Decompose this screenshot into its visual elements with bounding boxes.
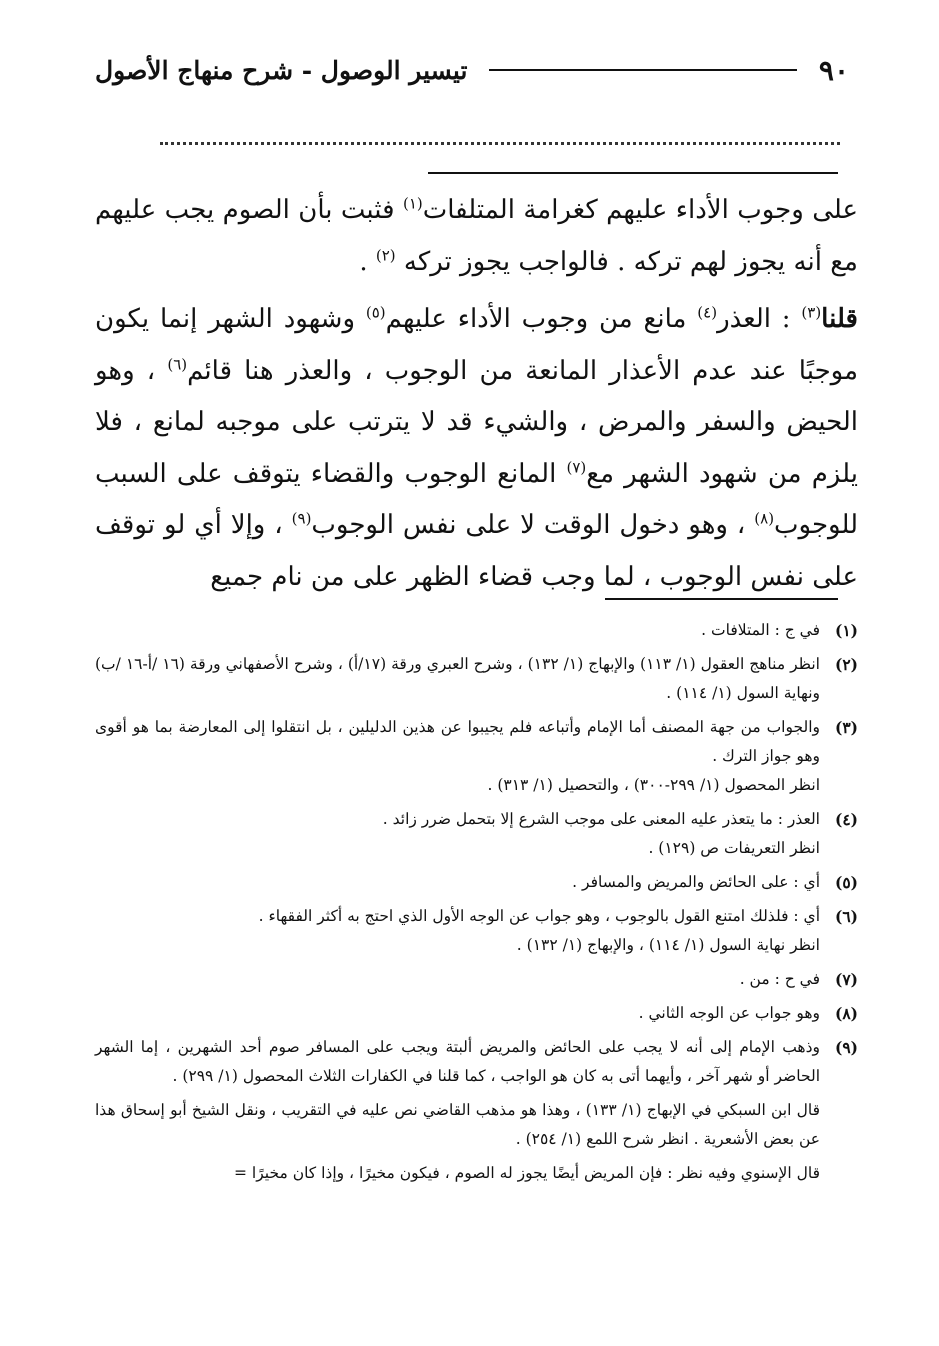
footnote-number: (٤) (834, 810, 858, 829)
footnote: (٥) أي : على الحائض والمريض والمسافر . (95, 868, 858, 897)
footnote-ref[interactable]: (٦) (167, 354, 188, 373)
top-separator (428, 172, 838, 174)
footnotes (95, 616, 858, 1193)
footnote-number: (٩) (834, 1038, 858, 1057)
footnote-number: (٨) (834, 1004, 858, 1023)
footnote-ref[interactable]: (٢) (375, 245, 396, 264)
page-number: ٩٠ (818, 53, 849, 87)
footnote-continuation: قال الإسنوي وفيه نظر : فإن المريض أيضًا يجوز له الصوم ، فيكون مخيرًا ، وإذا كان مخيرًا = (234, 1164, 820, 1182)
footnote-ref[interactable]: (٨) (754, 509, 775, 528)
footnote-separator (605, 598, 838, 600)
footnote-number: (٧) (834, 970, 858, 989)
page-header (95, 50, 849, 90)
footnote: (٨) وهو جواب عن الوجه الثاني . (95, 999, 858, 1028)
header-rule (489, 69, 796, 71)
paragraph-1: على وجوب الأداء عليهم كغرامة المتلفات$^{(١)}$ فثبت بأن الصوم يجب عليهم مع أنه يجوز لهم تركه . فالواجب يجوز تركه $^{(٢)}$ . (95, 194, 858, 277)
footnote-number: (٢) (834, 655, 858, 674)
footnote-ref[interactable]: (٥) (365, 303, 386, 322)
main-text (95, 185, 858, 603)
footnote-ref[interactable]: (٤) (697, 303, 718, 322)
running-title: تيسير الوصول - شرح منهاج الأصول (95, 55, 468, 85)
footnote: (٣) والجواب من جهة المصنف أما الإمام وأتباعه فلم يجيبوا عن هذين الدليلين ، بل انتقلوا إلى المعارضة بما هو أقوى وهو جواز الترك . انظر المحصول (١/ ٢٩٩-٣٠٠) ، والتحصيل (١/ ٣١٣) . (95, 713, 858, 800)
footnote: (٧) في ح : من . (95, 965, 858, 994)
footnote: (٤) العذر : ما يتعذر عليه المعنى على موجب الشرع إلا بتحمل ضرر زائد . انظر التعريفات ص (١٢٩) . (95, 805, 858, 863)
footnote: (٩) وذهب الإمام إلى أنه لا يجب على الحائض والمريض ألبتة ويجب على المسافر صوم أحد الشهرين ، إما الشهر الحاضر أو شهر آخر ، وأيهما أتى به كان هو الواجب ، كما قلنا في الكفارات الثلاث المحصول (١/ ٢٩٩) . (95, 1033, 858, 1091)
footnote-ref[interactable]: (٣) (801, 303, 822, 322)
paragraph-2: قلنا$^{(٣)}$ : العذر$^{(٤)}$ مانع من وجوب الأداء عليهم$^{(٥)}$ وشهود الشهر إنما يكون موجبًا عند عدم الأعذار المانعة من الوجوب ، والعذر هنا قائم$^{(٦)}$ ، وهو الحيض والسفر والمرض ، والشيء قد لا يترتب على موجبه لمانع ، فلا يلزم من شهود الشهر مع$^{(٧)}$ المانع الوجوب والقضاء يتوقف على السبب للوجوب$^{(٨)}$ ، وهو دخول الوقت لا على نفس الوجوب$^{(٩)}$ ، وإلا أي لو توقف على نفس الوجوب ، لما وجب قضاء الظهر على من نام جميع (95, 303, 859, 592)
footnote-number: (٥) (834, 873, 858, 892)
dotted-separator (160, 142, 840, 145)
footnote-number: (٦) (834, 907, 858, 926)
footnote-ref[interactable]: (٩) (291, 509, 312, 528)
footnote: (٦) أي : فلذلك امتنع القول بالوجوب ، وهو جواب عن الوجه الأول الذي احتج به أكثر الفقهاء . انظر نهاية السول (١/ ١١٤) ، والإبهاج (١/ ١٣٢) . (95, 902, 858, 960)
footnote-ref[interactable]: (٧) (566, 457, 587, 476)
footnote-ref[interactable]: (١) (402, 194, 423, 213)
lead-word: قلنا (821, 304, 858, 334)
footnote: (٢) انظر مناهج العقول (١/ ١١٣) والإبهاج (١/ ١٣٢) ، وشرح العبري ورقة (١٧/أ) ، وشرح الأصفهاني ورقة (١٦ /أ-١٦ /ب) ونهاية السول (١/ ١١٤) . (95, 650, 858, 708)
footnote-continuation: قال ابن السبكي في الإبهاج (١/ ١٣٣) ، وهذا هو مذهب القاضي نص عليه في التقريب ، ونقل الشيخ أبو إسحاق هذا عن بعض الأشعرية . انظر شرح اللمع (١/ ٢٥٤) . (95, 1101, 821, 1148)
footnote-number: (٣) (834, 718, 858, 737)
footnote: (١) في ج : المتلافات . (95, 616, 858, 645)
footnote-number: (١) (834, 621, 858, 640)
